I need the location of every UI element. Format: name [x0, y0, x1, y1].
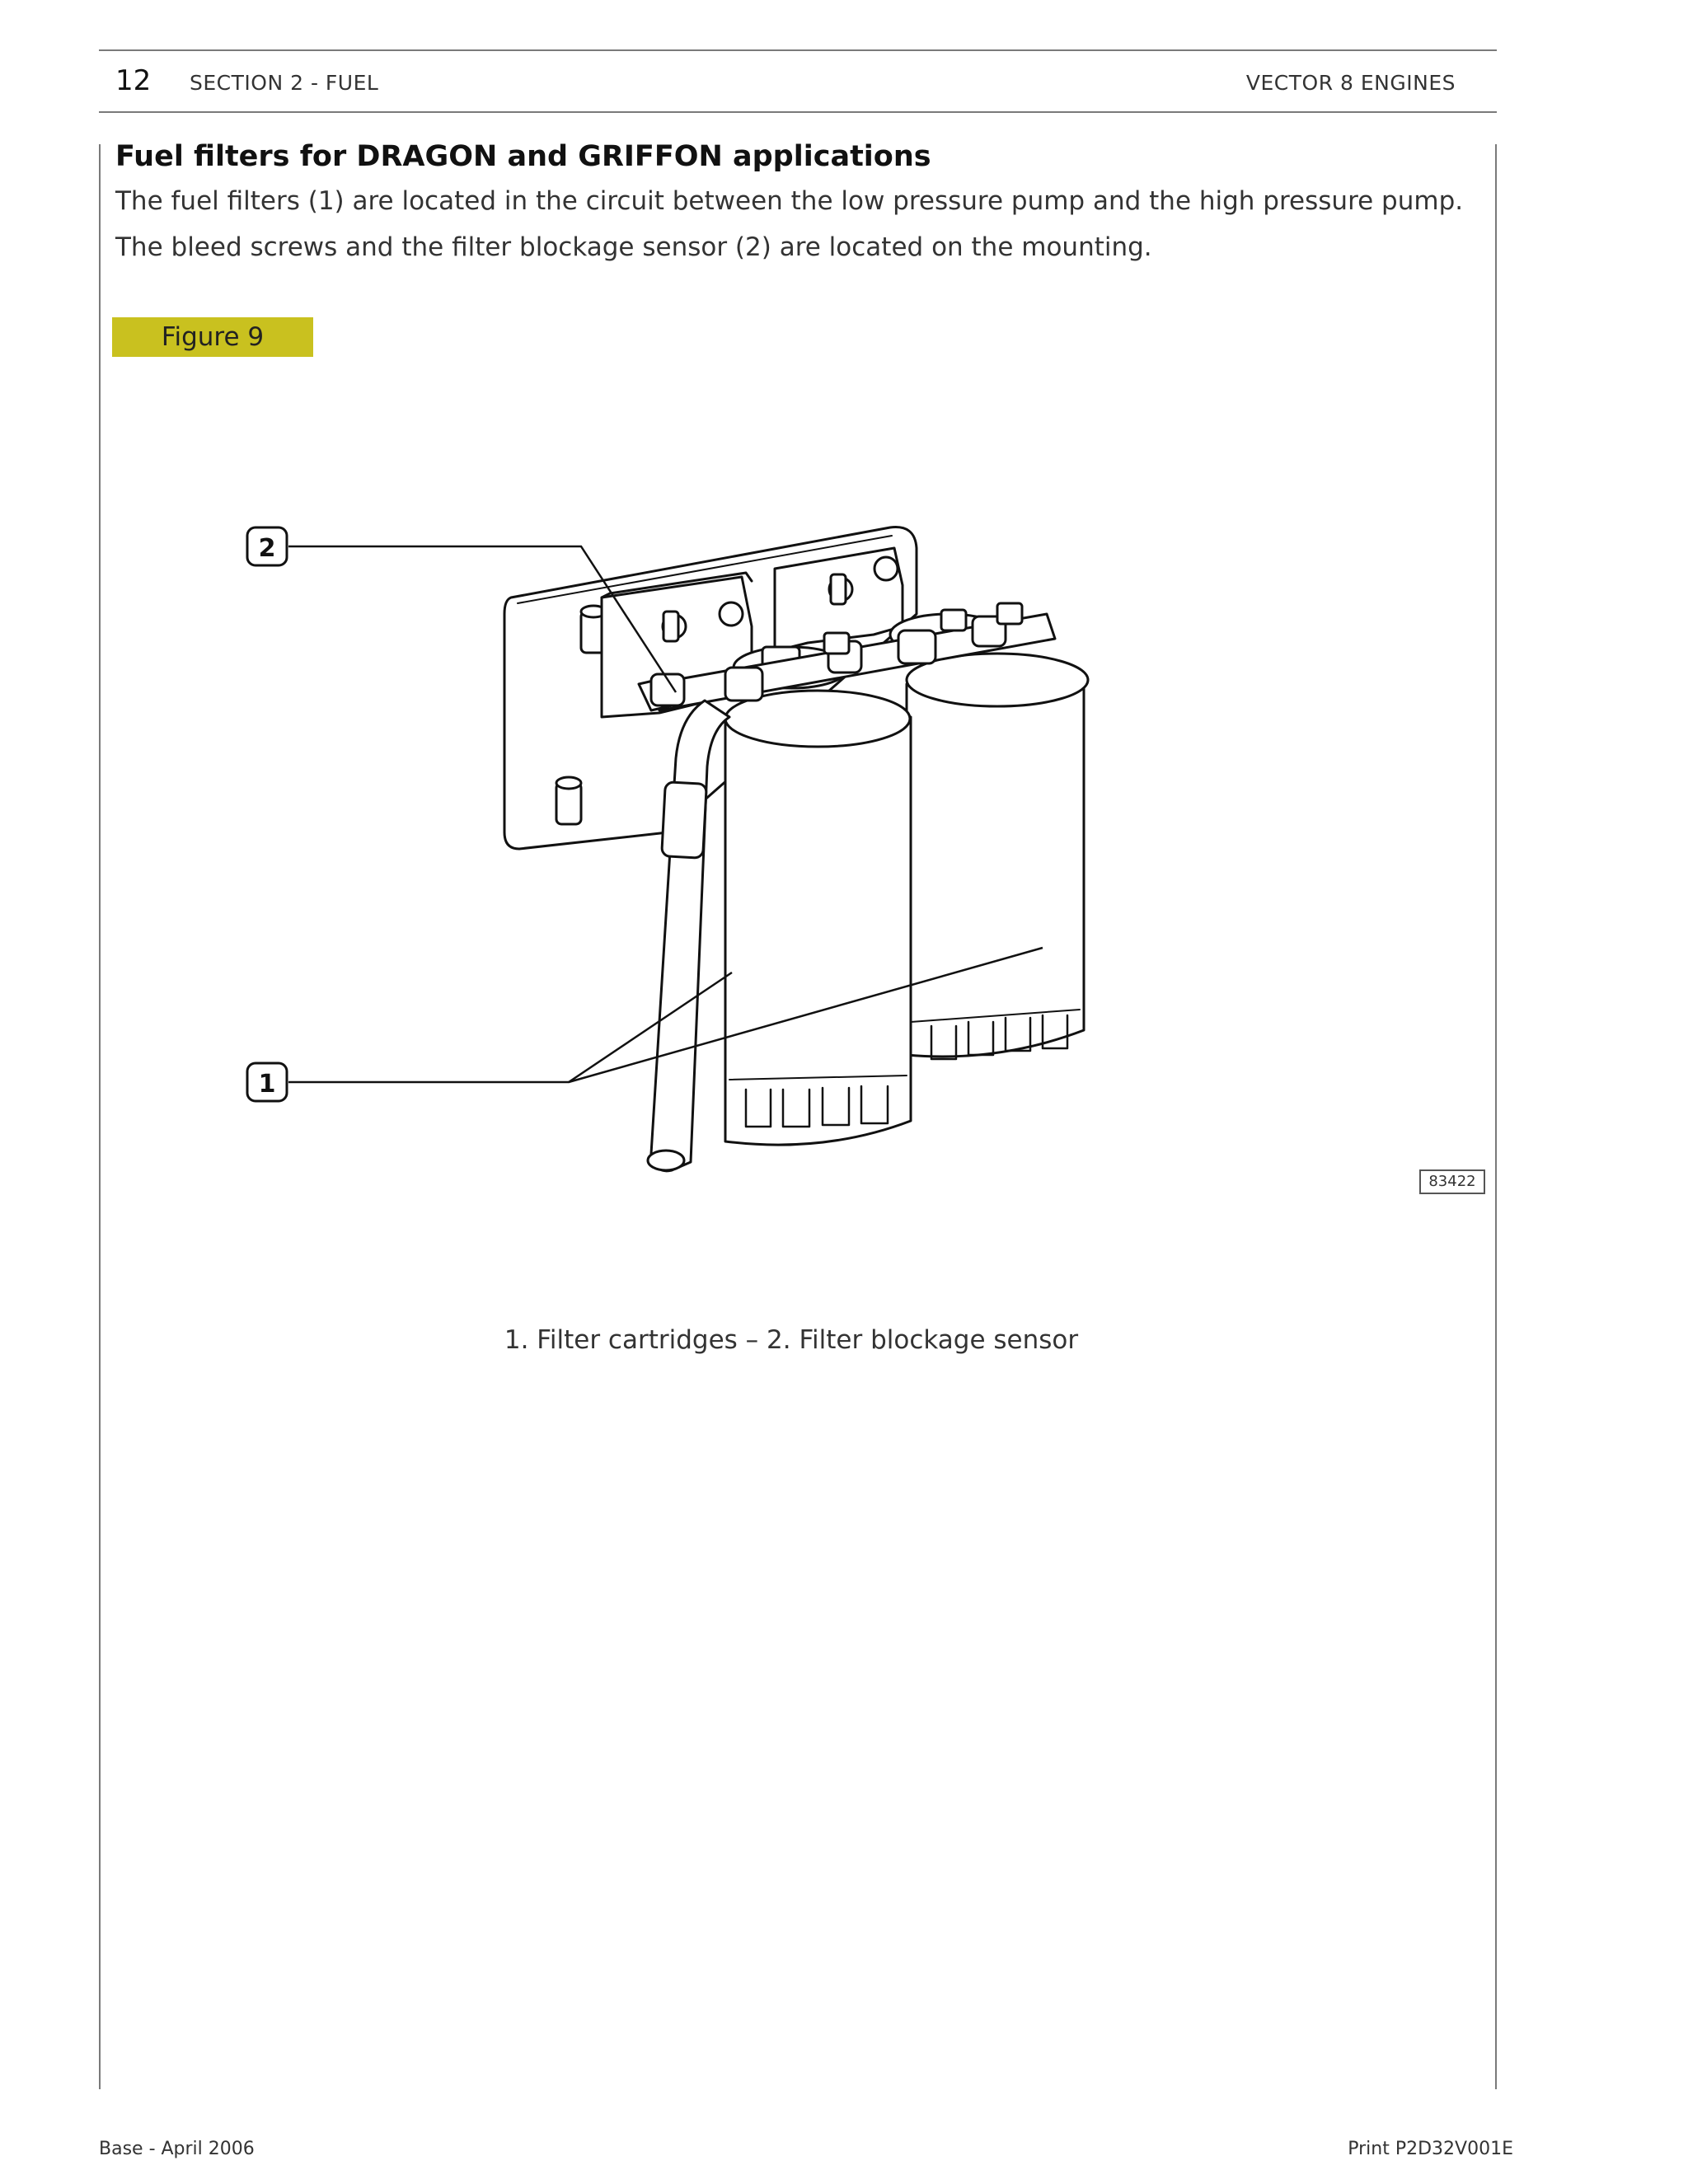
- callout-1: [247, 1063, 287, 1101]
- filter-cartridge-front: [725, 717, 911, 1145]
- figure-caption: 1. Filter cartridges – 2. Filter blockage sensor: [504, 1325, 1079, 1355]
- page-heading: Fuel filters for DRAGON and GRIFFON applications: [115, 140, 931, 173]
- section-title: SECTION 2 - FUEL: [190, 71, 379, 95]
- paragraph-1: The fuel filters (1) are located in the circuit between the low pressure pump and the high pressure pump.: [115, 186, 1464, 216]
- callout-2: [247, 527, 287, 565]
- callout-2-label: 2: [258, 534, 276, 563]
- document-title: VECTOR 8 ENGINES: [1245, 71, 1456, 95]
- figure-label: Figure 9: [112, 317, 313, 357]
- footer-edition: Base - April 2006: [99, 2139, 255, 2159]
- paragraph-2: The bleed screws and the filter blockage sensor (2) are located on the mounting.: [115, 232, 1152, 262]
- image-reference-number: 83422: [1419, 1169, 1485, 1194]
- filter-cartridge-rear: [907, 676, 1084, 1057]
- callout-1-label: 1: [258, 1070, 276, 1099]
- footer-print-code: Print P2D32V001E: [1348, 2139, 1513, 2159]
- page-number: 12: [115, 64, 152, 97]
